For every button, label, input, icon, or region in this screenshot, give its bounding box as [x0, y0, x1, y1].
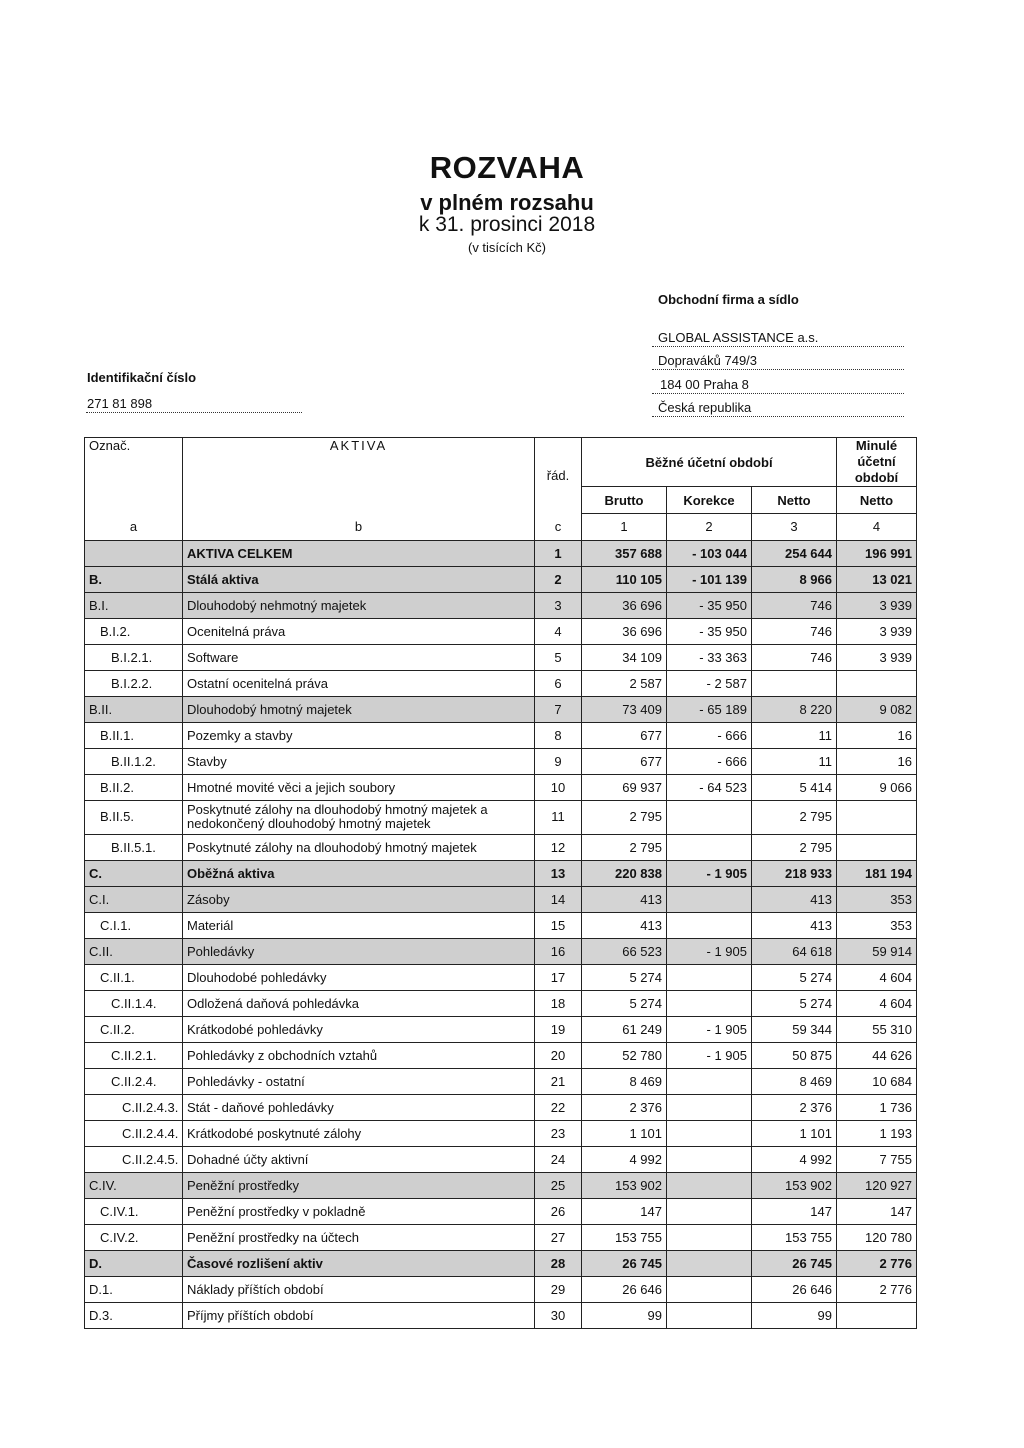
cell-brutto: 413	[582, 912, 667, 938]
company-country: Česká republika	[658, 400, 752, 415]
dotted-line	[652, 393, 904, 394]
table-row	[85, 644, 917, 670]
cell-polozka: Pohledávky z obchodních vztahů	[183, 1042, 535, 1068]
table-row	[85, 938, 917, 964]
cell-oznaceni: B.I.2.	[85, 618, 183, 644]
cell-netto: 8 966	[752, 566, 837, 592]
col-header-netto-prev: Netto	[837, 487, 917, 514]
cell-polozka: Časové rozlišení aktiv	[183, 1250, 535, 1276]
cell-oznaceni: B.II.2.	[85, 774, 183, 800]
cell-oznaceni: B.II.1.	[85, 722, 183, 748]
cell-polozka: Oběžná aktiva	[183, 860, 535, 886]
cell-netto-minule: 4 604	[837, 990, 917, 1016]
cell-netto-minule: 181 194	[837, 860, 917, 886]
cell-netto-minule: 16	[837, 748, 917, 774]
cell-brutto: 26 646	[582, 1276, 667, 1302]
col-header-korekce: Korekce	[667, 487, 752, 514]
cell-netto	[752, 670, 837, 696]
cell-korekce	[667, 1120, 752, 1146]
table-row	[85, 696, 917, 722]
cell-radek: 25	[535, 1172, 582, 1198]
cell-brutto: 36 696	[582, 592, 667, 618]
table-row	[85, 860, 917, 886]
cell-netto: 11	[752, 748, 837, 774]
cell-brutto: 8 469	[582, 1068, 667, 1094]
cell-polozka: Materiál	[183, 912, 535, 938]
cell-brutto: 66 523	[582, 938, 667, 964]
cell-korekce: - 65 189	[667, 696, 752, 722]
cell-netto: 1 101	[752, 1120, 837, 1146]
cell-brutto: 34 109	[582, 644, 667, 670]
cell-korekce: - 2 587	[667, 670, 752, 696]
cell-netto-minule: 3 939	[837, 592, 917, 618]
table-row	[85, 1146, 917, 1172]
cell-polozka: Peněžní prostředky v pokladně	[183, 1198, 535, 1224]
cell-korekce	[667, 1172, 752, 1198]
table-row	[85, 886, 917, 912]
table-row	[85, 566, 917, 592]
cell-korekce: - 33 363	[667, 644, 752, 670]
company-street: Dopraváků 749/3	[658, 353, 758, 368]
cell-brutto: 61 249	[582, 1016, 667, 1042]
cell-netto: 746	[752, 592, 837, 618]
cell-netto: 64 618	[752, 938, 837, 964]
table-row	[85, 990, 917, 1016]
dotted-line	[652, 346, 904, 347]
cell-oznaceni: B.II.5.	[85, 800, 183, 834]
cell-polozka: Ocenitelná práva	[183, 618, 535, 644]
table-row	[85, 748, 917, 774]
cell-radek: 19	[535, 1016, 582, 1042]
cell-korekce	[667, 886, 752, 912]
table-row	[85, 834, 917, 860]
cell-netto-minule: 2 776	[837, 1250, 917, 1276]
cell-oznaceni: C.II.2.4.5.	[85, 1146, 183, 1172]
table-row	[85, 1172, 917, 1198]
cell-korekce: - 666	[667, 722, 752, 748]
cell-netto-minule: 13 021	[837, 566, 917, 592]
cell-netto: 218 933	[752, 860, 837, 886]
cell-netto-minule: 353	[837, 912, 917, 938]
table-row	[85, 1250, 917, 1276]
cell-radek: 30	[535, 1302, 582, 1328]
col-header-minule: Minulé účetní období	[837, 438, 917, 487]
cell-oznaceni: D.	[85, 1250, 183, 1276]
cell-polozka: Ostatní ocenitelná práva	[183, 670, 535, 696]
cell-radek: 29	[535, 1276, 582, 1302]
cell-netto: 413	[752, 912, 837, 938]
cell-oznaceni: C.IV.2.	[85, 1224, 183, 1250]
cell-netto-minule: 7 755	[837, 1146, 917, 1172]
cell-korekce: - 1 905	[667, 860, 752, 886]
index-b: b	[183, 514, 535, 541]
cell-polozka: Pohledávky	[183, 938, 535, 964]
cell-netto: 254 644	[752, 540, 837, 566]
cell-netto: 26 646	[752, 1276, 837, 1302]
cell-polozka: Dohadné účty aktivní	[183, 1146, 535, 1172]
company-name: GLOBAL ASSISTANCE a.s.	[658, 330, 819, 345]
cell-brutto: 2 376	[582, 1094, 667, 1120]
cell-radek: 12	[535, 834, 582, 860]
cell-korekce	[667, 1302, 752, 1328]
company-city: 184 00 Praha 8	[660, 377, 749, 392]
cell-korekce: - 35 950	[667, 592, 752, 618]
cell-radek: 26	[535, 1198, 582, 1224]
cell-radek: 2	[535, 566, 582, 592]
page-title: ROZVAHA	[429, 150, 585, 185]
cell-netto-minule: 44 626	[837, 1042, 917, 1068]
cell-netto-minule: 1 736	[837, 1094, 917, 1120]
cell-netto: 59 344	[752, 1016, 837, 1042]
ico-value: 271 81 898	[87, 396, 153, 411]
cell-netto: 4 992	[752, 1146, 837, 1172]
cell-korekce: - 1 905	[667, 938, 752, 964]
cell-brutto: 69 937	[582, 774, 667, 800]
col-header-rad: řád.	[535, 438, 582, 514]
cell-brutto: 26 745	[582, 1250, 667, 1276]
cell-polozka: Pozemky a stavby	[183, 722, 535, 748]
cell-netto: 5 274	[752, 964, 837, 990]
cell-radek: 23	[535, 1120, 582, 1146]
cell-netto: 413	[752, 886, 837, 912]
cell-netto-minule: 55 310	[837, 1016, 917, 1042]
cell-radek: 16	[535, 938, 582, 964]
cell-radek: 21	[535, 1068, 582, 1094]
ico-label: Identifikační číslo	[87, 370, 197, 385]
cell-oznaceni	[85, 540, 183, 566]
cell-korekce	[667, 1198, 752, 1224]
cell-netto: 2 376	[752, 1094, 837, 1120]
cell-polozka: Software	[183, 644, 535, 670]
cell-oznaceni: C.II.2.1.	[85, 1042, 183, 1068]
cell-netto-minule: 120 927	[837, 1172, 917, 1198]
cell-oznaceni: C.IV.	[85, 1172, 183, 1198]
cell-netto-minule	[837, 1302, 917, 1328]
cell-korekce: - 103 044	[667, 540, 752, 566]
col-header-bezne: Běžné účetní období	[582, 438, 837, 487]
cell-polozka: Náklady příštích období	[183, 1276, 535, 1302]
cell-netto-minule: 353	[837, 886, 917, 912]
cell-brutto: 110 105	[582, 566, 667, 592]
table-row	[85, 592, 917, 618]
cell-korekce: - 1 905	[667, 1042, 752, 1068]
table-row	[85, 722, 917, 748]
table-row	[85, 1276, 917, 1302]
table-row	[85, 540, 917, 566]
cell-brutto: 5 274	[582, 964, 667, 990]
cell-netto: 2 795	[752, 800, 837, 834]
cell-korekce	[667, 1146, 752, 1172]
cell-oznaceni: C.II.1.	[85, 964, 183, 990]
cell-radek: 10	[535, 774, 582, 800]
cell-brutto: 677	[582, 748, 667, 774]
cell-korekce: - 666	[667, 748, 752, 774]
cell-netto-minule: 147	[837, 1198, 917, 1224]
table-row	[85, 1042, 917, 1068]
table-row	[85, 1016, 917, 1042]
cell-radek: 13	[535, 860, 582, 886]
cell-radek: 11	[535, 800, 582, 834]
cell-oznaceni: C.	[85, 860, 183, 886]
cell-radek: 7	[535, 696, 582, 722]
cell-brutto: 52 780	[582, 1042, 667, 1068]
cell-radek: 18	[535, 990, 582, 1016]
cell-brutto: 153 755	[582, 1224, 667, 1250]
cell-polozka: Odložená daňová pohledávka	[183, 990, 535, 1016]
cell-oznaceni: C.II.1.4.	[85, 990, 183, 1016]
cell-radek: 17	[535, 964, 582, 990]
cell-netto: 99	[752, 1302, 837, 1328]
cell-polozka: Poskytnuté zálohy na dlouhodobý hmotný majetek	[183, 834, 535, 860]
cell-korekce	[667, 964, 752, 990]
cell-brutto: 677	[582, 722, 667, 748]
col-header-netto: Netto	[752, 487, 837, 514]
cell-korekce: - 1 905	[667, 1016, 752, 1042]
cell-brutto: 153 902	[582, 1172, 667, 1198]
cell-netto-minule: 2 776	[837, 1276, 917, 1302]
index-1: 1	[582, 514, 667, 541]
table-row	[85, 670, 917, 696]
cell-radek: 6	[535, 670, 582, 696]
cell-polozka: Poskytnuté zálohy na dlouhodobý hmotný majetek a nedokončený dlouhodobý hmotný majetek	[183, 800, 535, 834]
cell-polozka: Hmotné movité věci a jejich soubory	[183, 774, 535, 800]
cell-brutto: 36 696	[582, 618, 667, 644]
cell-oznaceni: B.	[85, 566, 183, 592]
cell-netto: 26 745	[752, 1250, 837, 1276]
cell-korekce	[667, 990, 752, 1016]
cell-polozka: AKTIVA CELKEM	[183, 540, 535, 566]
cell-oznaceni: B.II.	[85, 696, 183, 722]
cell-netto: 5 414	[752, 774, 837, 800]
table-row	[85, 1068, 917, 1094]
cell-oznaceni: C.II.2.4.3.	[85, 1094, 183, 1120]
col-header-brutto: Brutto	[582, 487, 667, 514]
cell-polozka: Stavby	[183, 748, 535, 774]
cell-netto: 153 755	[752, 1224, 837, 1250]
units-note: (v tisících Kč)	[467, 240, 546, 255]
cell-korekce	[667, 1068, 752, 1094]
cell-polozka: Stálá aktiva	[183, 566, 535, 592]
cell-polozka: Dlouhodobý nehmotný majetek	[183, 592, 535, 618]
col-header-oznac: Označ.	[85, 438, 183, 514]
cell-oznaceni: C.I.1.	[85, 912, 183, 938]
cell-brutto: 5 274	[582, 990, 667, 1016]
table-row	[85, 1198, 917, 1224]
cell-netto: 8 469	[752, 1068, 837, 1094]
cell-korekce	[667, 800, 752, 834]
cell-netto: 5 274	[752, 990, 837, 1016]
cell-oznaceni: B.I.2.1.	[85, 644, 183, 670]
cell-netto-minule: 3 939	[837, 618, 917, 644]
cell-oznaceni: D.3.	[85, 1302, 183, 1328]
cell-brutto: 4 992	[582, 1146, 667, 1172]
cell-brutto: 2 795	[582, 800, 667, 834]
cell-oznaceni: B.II.5.1.	[85, 834, 183, 860]
cell-oznaceni: C.I.	[85, 886, 183, 912]
cell-oznaceni: C.II.2.4.4.	[85, 1120, 183, 1146]
cell-korekce: - 64 523	[667, 774, 752, 800]
cell-radek: 5	[535, 644, 582, 670]
cell-netto-minule	[837, 670, 917, 696]
cell-netto-minule: 3 939	[837, 644, 917, 670]
cell-korekce	[667, 1224, 752, 1250]
index-c: c	[535, 514, 582, 541]
table-row	[85, 1094, 917, 1120]
index-3: 3	[752, 514, 837, 541]
cell-polozka: Krátkodobé poskytnuté zálohy	[183, 1120, 535, 1146]
cell-brutto: 99	[582, 1302, 667, 1328]
cell-radek: 9	[535, 748, 582, 774]
cell-netto: 153 902	[752, 1172, 837, 1198]
cell-oznaceni: C.II.2.	[85, 1016, 183, 1042]
cell-korekce	[667, 912, 752, 938]
cell-brutto: 1 101	[582, 1120, 667, 1146]
cell-radek: 15	[535, 912, 582, 938]
cell-netto-minule	[837, 834, 917, 860]
cell-netto: 147	[752, 1198, 837, 1224]
cell-netto-minule	[837, 800, 917, 834]
dotted-line	[86, 412, 302, 413]
table-row	[85, 1224, 917, 1250]
cell-radek: 4	[535, 618, 582, 644]
cell-polozka: Stát - daňové pohledávky	[183, 1094, 535, 1120]
dotted-line	[652, 369, 904, 370]
cell-radek: 27	[535, 1224, 582, 1250]
cell-netto-minule: 10 684	[837, 1068, 917, 1094]
cell-netto-minule: 196 991	[837, 540, 917, 566]
table-row	[85, 1120, 917, 1146]
cell-polozka: Dlouhodobé pohledávky	[183, 964, 535, 990]
table-row	[85, 800, 917, 834]
cell-brutto: 220 838	[582, 860, 667, 886]
cell-radek: 24	[535, 1146, 582, 1172]
cell-netto-minule: 59 914	[837, 938, 917, 964]
cell-brutto: 357 688	[582, 540, 667, 566]
cell-netto-minule: 1 193	[837, 1120, 917, 1146]
cell-radek: 8	[535, 722, 582, 748]
cell-oznaceni: C.II.	[85, 938, 183, 964]
cell-netto-minule: 4 604	[837, 964, 917, 990]
cell-netto: 50 875	[752, 1042, 837, 1068]
cell-radek: 20	[535, 1042, 582, 1068]
col-header-aktiva: AKTIVA	[183, 438, 535, 514]
cell-korekce	[667, 834, 752, 860]
cell-netto: 2 795	[752, 834, 837, 860]
cell-oznaceni: B.I.	[85, 592, 183, 618]
cell-netto: 11	[752, 722, 837, 748]
cell-radek: 14	[535, 886, 582, 912]
cell-polozka: Příjmy příštích období	[183, 1302, 535, 1328]
cell-polozka: Peněžní prostředky	[183, 1172, 535, 1198]
cell-radek: 3	[535, 592, 582, 618]
cell-brutto: 413	[582, 886, 667, 912]
table-row	[85, 912, 917, 938]
cell-oznaceni: D.1.	[85, 1276, 183, 1302]
cell-netto-minule: 16	[837, 722, 917, 748]
cell-netto: 746	[752, 618, 837, 644]
cell-korekce	[667, 1250, 752, 1276]
cell-radek: 22	[535, 1094, 582, 1120]
cell-brutto: 2 587	[582, 670, 667, 696]
cell-netto-minule: 9 082	[837, 696, 917, 722]
balance-sheet-table	[84, 437, 917, 1329]
table-row	[85, 964, 917, 990]
cell-brutto: 73 409	[582, 696, 667, 722]
cell-radek: 1	[535, 540, 582, 566]
cell-korekce	[667, 1276, 752, 1302]
cell-brutto: 2 795	[582, 834, 667, 860]
cell-korekce: - 35 950	[667, 618, 752, 644]
dotted-line	[652, 416, 904, 417]
cell-oznaceni: B.II.1.2.	[85, 748, 183, 774]
index-2: 2	[667, 514, 752, 541]
table-row	[85, 1302, 917, 1328]
index-4: 4	[837, 514, 917, 541]
cell-polozka: Krátkodobé pohledávky	[183, 1016, 535, 1042]
cell-oznaceni: C.II.2.4.	[85, 1068, 183, 1094]
cell-netto-minule: 9 066	[837, 774, 917, 800]
cell-polozka: Dlouhodobý hmotný majetek	[183, 696, 535, 722]
cell-korekce	[667, 1094, 752, 1120]
cell-oznaceni: B.I.2.2.	[85, 670, 183, 696]
page-subtitle: v plném rozsahu	[420, 190, 594, 215]
cell-netto: 746	[752, 644, 837, 670]
index-a: a	[85, 514, 183, 541]
table-row	[85, 618, 917, 644]
table-header-row	[85, 438, 917, 487]
cell-oznaceni: C.IV.1.	[85, 1198, 183, 1224]
cell-polozka: Peněžní prostředky na účtech	[183, 1224, 535, 1250]
cell-polozka: Pohledávky - ostatní	[183, 1068, 535, 1094]
cell-polozka: Zásoby	[183, 886, 535, 912]
cell-netto: 8 220	[752, 696, 837, 722]
table-row	[85, 774, 917, 800]
cell-brutto: 147	[582, 1198, 667, 1224]
cell-netto-minule: 120 780	[837, 1224, 917, 1250]
balance-date: k 31. prosinci 2018	[418, 213, 596, 236]
cell-korekce: - 101 139	[667, 566, 752, 592]
table-index-row	[85, 514, 917, 541]
company-label: Obchodní firma a sídlo	[658, 292, 799, 307]
cell-radek: 28	[535, 1250, 582, 1276]
